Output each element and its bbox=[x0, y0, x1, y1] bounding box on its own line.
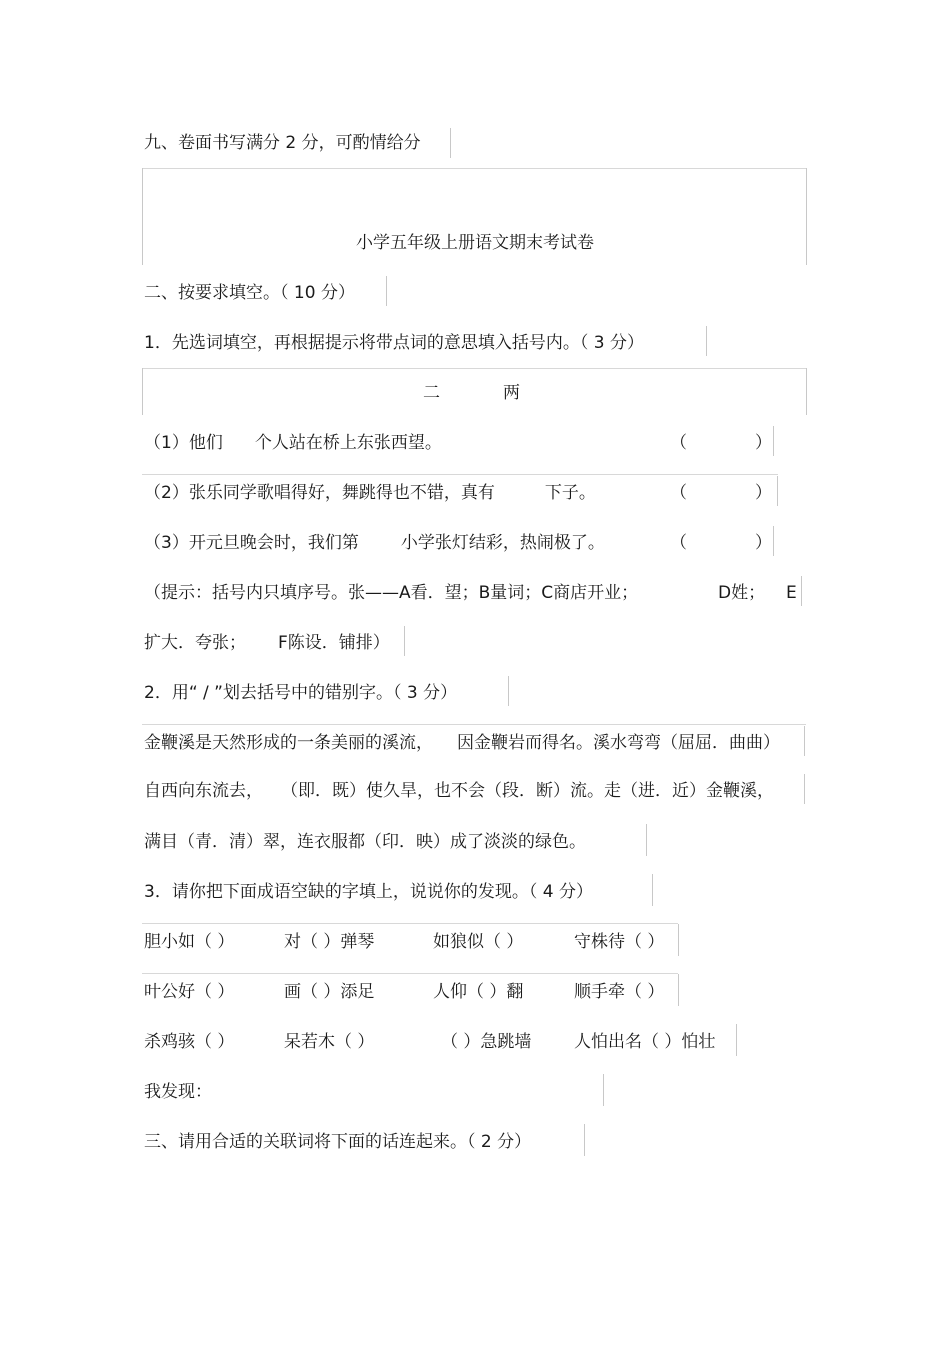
idiom-cell: 对（ ）弹琴 bbox=[284, 932, 375, 952]
idiom-cell: 守株待（ ） bbox=[574, 932, 665, 952]
divider bbox=[804, 726, 805, 756]
divider bbox=[450, 128, 451, 158]
q1-item-3-before: （3）开元旦晚会时，我们第 bbox=[144, 533, 359, 553]
q1-item-2-after: 下子。 bbox=[544, 483, 596, 503]
divider bbox=[404, 626, 405, 656]
divider bbox=[603, 1074, 604, 1106]
word-option-er: 二 bbox=[423, 383, 440, 403]
divider bbox=[142, 724, 806, 725]
question-2-prompt: 2．用“ / ”划去括号中的错别字。（ 3 分） bbox=[144, 683, 458, 703]
idiom-cell: 胆小如（ ） bbox=[144, 932, 235, 952]
q2-p1-a: 金鞭溪是天然形成的一条美丽的溪流， bbox=[144, 733, 433, 753]
scoring-note: 九、卷面书写满分 2 分，可酌情给分 bbox=[144, 133, 421, 153]
divider bbox=[806, 368, 807, 415]
q1-hint-line-2-a: 扩大．夸张； bbox=[144, 633, 246, 653]
q1-hint-line-2-b: F陈设．铺排） bbox=[278, 633, 390, 653]
word-option-liang: 两 bbox=[503, 383, 520, 403]
q1-item-1-before: （1）他们 bbox=[144, 433, 223, 453]
q2-paragraph-line-3: 满目（青．清）翠，连衣服都（印．映）成了淡淡的绿色。 bbox=[144, 832, 586, 852]
idiom-cell: 人仰（ ）翻 bbox=[433, 982, 524, 1002]
divider bbox=[508, 676, 509, 706]
q1-item-3-after: 小学张灯结彩，热闹极了。 bbox=[400, 533, 605, 553]
divider bbox=[804, 774, 805, 804]
q1-item-2-paren: （ ） bbox=[670, 483, 772, 503]
q1-hint-e: E bbox=[786, 583, 797, 603]
divider bbox=[142, 168, 807, 169]
discovery-label: 我发现： bbox=[144, 1082, 212, 1102]
divider bbox=[773, 526, 774, 556]
divider bbox=[584, 1124, 585, 1156]
question-1-prompt: 1．先选词填空，再根据提示将带点词的意思填入括号内。（ 3 分） bbox=[144, 333, 644, 353]
q1-item-2 bbox=[144, 481, 596, 505]
q2-paragraph-line-1 bbox=[144, 731, 780, 755]
divider bbox=[652, 874, 653, 906]
idiom-cell: （ ）急跳墙 bbox=[441, 1032, 532, 1052]
divider bbox=[736, 1024, 737, 1056]
divider bbox=[706, 326, 707, 356]
question-3-prompt: 3．请你把下面成语空缺的字填上，说说你的发现。（ 4 分） bbox=[144, 882, 593, 902]
q1-item-2-before: （2）张乐同学歌唱得好，舞跳得也不错，真有 bbox=[144, 483, 495, 503]
divider bbox=[678, 974, 679, 1006]
idiom-cell: 人怕出名（ ）怕壮 bbox=[574, 1032, 716, 1052]
q1-hint-line-2 bbox=[144, 631, 390, 655]
divider bbox=[678, 924, 679, 956]
q1-item-1 bbox=[144, 431, 442, 455]
idiom-cell: 呆若木（ ） bbox=[284, 1032, 375, 1052]
q1-item-1-after: 个人站在桥上东张西望。 bbox=[254, 433, 442, 453]
divider bbox=[386, 276, 387, 306]
q2-paragraph-line-2 bbox=[144, 779, 774, 803]
idiom-cell: 画（ ）添足 bbox=[284, 982, 375, 1002]
q1-item-3 bbox=[144, 531, 605, 555]
divider bbox=[142, 973, 678, 974]
divider bbox=[142, 474, 778, 475]
q2-p2-b: （即．既）使久旱，也不会（段．断）流。走（进．近）金鞭溪， bbox=[281, 781, 774, 801]
q1-hint-line-1: （提示：括号内只填序号。张——A看．望；B量词；C商店开业； bbox=[144, 583, 639, 603]
divider bbox=[142, 923, 678, 924]
q1-hint-d: D姓； bbox=[718, 583, 766, 603]
section-2-heading: 二、按要求填空。（ 10 分） bbox=[144, 283, 355, 303]
divider bbox=[773, 426, 774, 456]
q1-item-1-paren: （ ） bbox=[670, 433, 772, 453]
idiom-cell: 如狼似（ ） bbox=[433, 932, 524, 952]
divider bbox=[646, 824, 647, 856]
q1-item-3-paren: （ ） bbox=[670, 533, 772, 553]
idiom-cell: 顺手牵（ ） bbox=[574, 982, 665, 1002]
q2-p2-a: 自西向东流去， bbox=[144, 781, 263, 801]
divider bbox=[801, 576, 802, 606]
idiom-cell: 杀鸡骇（ ） bbox=[144, 1032, 235, 1052]
idiom-cell: 叶公好（ ） bbox=[144, 982, 235, 1002]
exam-title: 小学五年级上册语文期末考试卷 bbox=[356, 233, 594, 253]
divider bbox=[777, 476, 778, 506]
q2-p1-b: 因金鞭岩而得名。溪水弯弯（屈屈．曲曲） bbox=[457, 733, 780, 753]
divider bbox=[142, 368, 807, 369]
divider bbox=[142, 368, 143, 415]
section-3-heading: 三、请用合适的关联词将下面的话连起来。（ 2 分） bbox=[144, 1132, 532, 1152]
